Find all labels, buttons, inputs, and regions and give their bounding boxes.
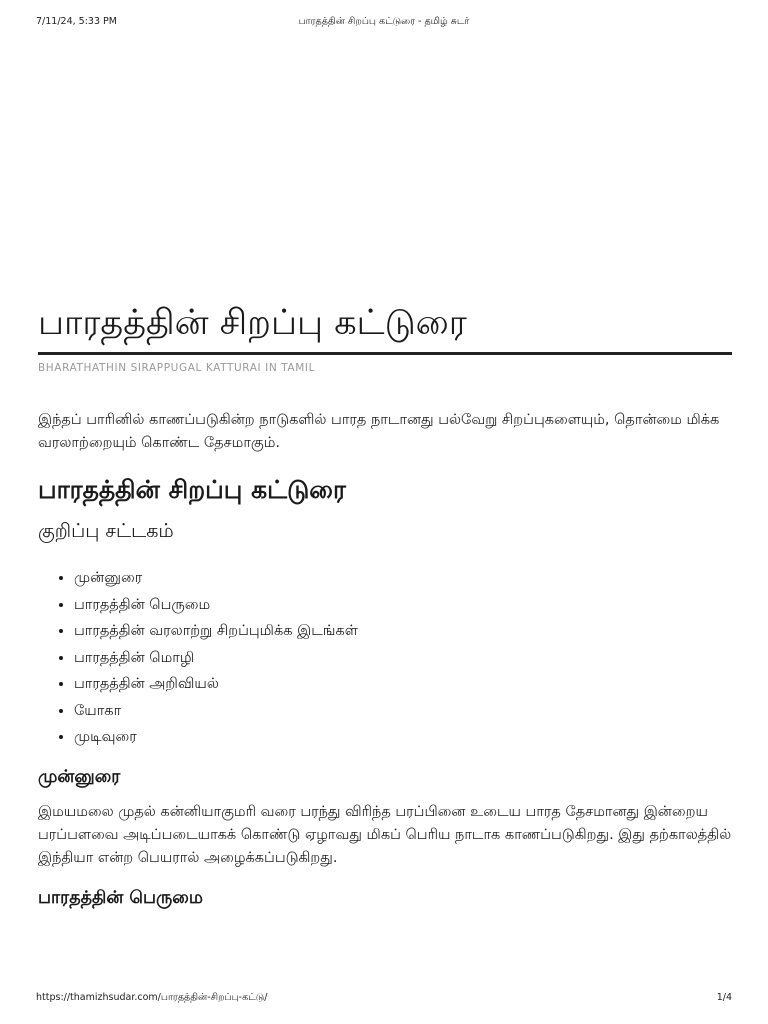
print-date: 7/11/24, 5:33 PM — [36, 16, 117, 27]
print-header — [36, 16, 732, 32]
print-url[interactable]: https://thamizhsudar.com/பாரதத்தின்-சிறப்பு-கட்டு/ — [36, 992, 268, 1003]
article-subtitle: BHARATHATHIN SIRAPPUGAL KATTURAI IN TAMIL — [38, 362, 316, 374]
outline-item: • முடிவுரை — [74, 724, 732, 751]
outline-heading: குறிப்பு சட்டகம் — [38, 520, 174, 542]
outline-item: • முன்னுரை — [74, 565, 732, 592]
outline-item: • பாரதத்தின் வரலாற்று சிறப்புமிக்க இடங்கள் — [74, 618, 732, 645]
section-paragraph-introduction: இமயமலை முதல் கன்னியாகுமரி வரை பரந்து விரிந்த பரப்பினை உடைய பாரத தேசமானது இன்றைய பரப்பளவை அடிப்படையாகக் கொண்டு ஏழாவது மிகப் பெரிய நாடாக காணப்படுகிறது. இது தற்காலத்தில் இந்தியா என்ற பெயரால் அழைக்கப்படுகிறது. — [38, 803, 732, 866]
intro-paragraph: இந்தப் பாரினில் காணப்படுகின்ற நாடுகளில் பாரத நாடானது பல்வேறு சிறப்புகளையும், தொன்மை மிக்க வரலாற்றையும் கொண்ட தேசமாகும். — [38, 412, 720, 451]
print-footer — [36, 992, 732, 1006]
outline-item: • யோகா — [74, 698, 732, 725]
section-heading-introduction: முன்னுரை — [38, 766, 121, 787]
article-heading: பாரதத்தின் சிறப்பு கட்டுரை — [38, 475, 346, 504]
page-number: 1/4 — [716, 992, 732, 1003]
article-title: பாரதத்தின் சிறப்பு கட்டுரை — [38, 300, 732, 355]
outline-item: • பாரதத்தின் பெருமை — [74, 592, 732, 619]
outline-item: • பாரதத்தின் அறிவியல் — [74, 671, 732, 698]
outline-item: • பாரதத்தின் மொழி — [74, 645, 732, 672]
print-page-title: பாரதத்தின் சிறப்பு கட்டுரை - தமிழ் சுடர் — [298, 16, 470, 27]
outline-list — [38, 565, 732, 751]
article-content — [38, 300, 732, 912]
section-heading-greatness: பாரதத்தின் பெருமை — [38, 887, 203, 908]
